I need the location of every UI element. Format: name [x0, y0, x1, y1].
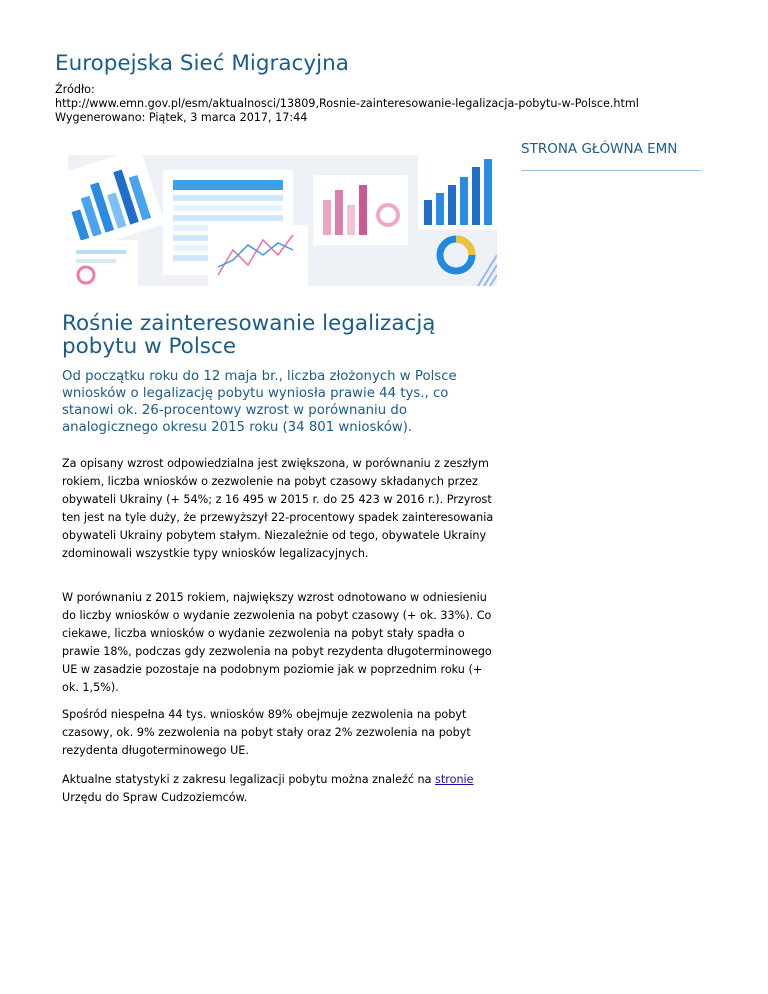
uds-link[interactable]: stronie [435, 773, 474, 786]
sidebar [521, 141, 701, 171]
site-title: Europejska Sieć Migracyjna [55, 51, 349, 76]
article-paragraph: Spośród niespełna 44 tys. wniosków 89% obejmuje zezwolenia na pobyt czasowy, ok. 9% zezwolenia na pobyt stały oraz 2% zezwolenia na pobyt rezydenta długoterminowego UE. [62, 708, 471, 757]
charts-illustration [68, 155, 497, 286]
print-meta [55, 83, 745, 125]
article-title: Rośnie zainteresowanie legalizacją pobytu w Polsce [62, 311, 436, 359]
paragraph-text: Aktualne statystyki z zakresu legalizacji pobytu można znaleźć na [62, 773, 436, 786]
article-paragraph: Za opisany wzrost odpowiedzialna jest zwiększona, w porównaniu z zeszłym rokiem, liczba wniosków o zezwolenie na pobyt czasowy składanych przez obywateli Ukrainy (+ 54%; z 16 495 w 2015 r. do 25 423 w 2016 r.). Przyrost ten jest na tyle duży, że przewyższył 22-procentowy spadek zainteresowania obywateli Ukrainy pobytem stałym. Niezależnie od tego, obywatele Ukrainy zdominowali wszystkie typy wniosków legalizacyjnych. [62, 457, 494, 560]
home-link[interactable]: STRONA GŁÓWNA EMN [521, 141, 701, 171]
generated-date: Wygenerowano: Piątek, 3 marca 2017, 17:44 [55, 111, 308, 124]
source-url: http://www.emn.gov.pl/esm/aktualnosci/13809,Rosnie-zainteresowanie-legalizacja-pobytu-w-Polsce.html [55, 97, 639, 110]
source-label: Źródło: [55, 83, 95, 96]
paragraph-text: Urzędu do Spraw Cudzoziemców. [62, 791, 248, 804]
article-hero-image [68, 155, 497, 286]
article-paragraph [62, 771, 502, 807]
article-lead: Od początku roku do 12 maja br., liczba złożonych w Polsce wniosków o legalizację pobytu wyniosła prawie 44 tys., co stanowi ok. 26-procentowy wzrost w porównaniu do analogicznego okresu 2015 roku (34 801 wniosków). [62, 369, 457, 435]
article-paragraph: W porównaniu z 2015 rokiem, największy wzrost odnotowano w odniesieniu do liczby wniosków o wydanie zezwolenia na pobyt czasowy (+ ok. 33%). Co ciekawe, liczba wniosków o wydanie zezwolenia na pobyt stały spadła o prawie 18%, podczas gdy zezwolenia na pobyt rezydenta długoterminowego UE w zasadzie pozostaje na podobnym poziomie jak w poprzednim roku (+ ok. 1,5%). [62, 591, 492, 694]
